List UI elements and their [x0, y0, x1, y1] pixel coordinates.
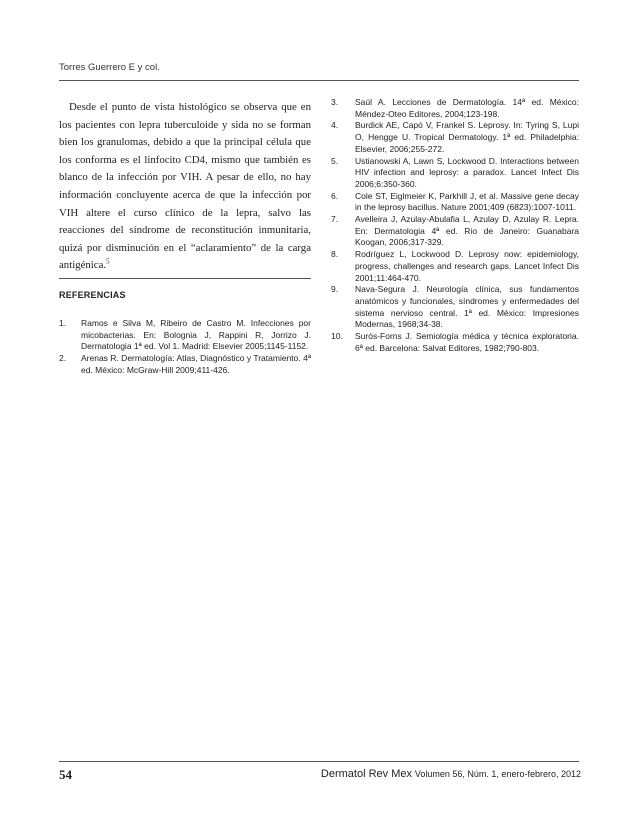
references-rule	[59, 278, 311, 279]
reference-number: 6.	[331, 190, 339, 201]
references-list-right	[331, 97, 579, 354]
reference-number: 7.	[331, 214, 339, 225]
reference-item	[331, 97, 579, 120]
reference-text: Avelleira J, Azulay-Abulafia L, Azulay D, Azulay R. Lepra. En: Dermatologia 4ª ed. Rio de Janeiro: Guanabara Koogan, 2006;317-329.	[355, 214, 579, 248]
reference-text: Ustianowski A, Lawn S, Lockwood D. Interactions between HIV infection and leprosy: a paradox. Lancet Infect Dis 2006;6:350-360.	[355, 155, 579, 189]
journal-issue: Volumen 56, Núm. 1, enero-febrero, 2012	[414, 769, 581, 779]
reference-item	[59, 353, 311, 376]
reference-item	[331, 191, 579, 214]
reference-item	[331, 284, 579, 331]
reference-item	[331, 249, 579, 284]
reference-item	[331, 156, 579, 191]
page-number: 54	[59, 767, 72, 782]
reference-text: Ramos e Silva M, Ribeiro de Castro M. Infecciones por micobacterias. En: Bolognia J, Rappini R, Jorrizo J. Dermatologia 1ª ed. Vol 1. Madrid: Elsevier 2005;1145-1152.	[81, 318, 311, 352]
reference-text: Arenas R. Dermatología: Atlas, Diagnóstico y Tratamiento. 4ª ed. México: McGraw-Hill 2009;411-426.	[81, 353, 311, 375]
running-head: Torres Guerrero E y col.	[59, 62, 160, 73]
reference-item	[331, 214, 579, 249]
reference-item	[331, 331, 579, 354]
header-rule	[59, 80, 579, 81]
reference-text: Rodríguez L, Lockwood D. Leprosy now: epidemiology, progress, challenges and research gaps. Lancet Infect Dis 2001;11:464-470.	[355, 249, 579, 283]
references-list-left	[59, 318, 311, 377]
footnote-ref: 5	[106, 257, 110, 266]
reference-number: 2.	[59, 353, 67, 364]
journal-name: Dermatol Rev Mex	[320, 768, 412, 780]
body-paragraph-block	[59, 99, 311, 275]
reference-number: 4.	[331, 120, 339, 131]
footer-rule	[59, 761, 579, 762]
reference-item	[59, 318, 311, 353]
reference-number: 1.	[59, 318, 67, 328]
body-paragraph-text: Desde el punto de vista histológico se observa que en los pacientes con lepra tuberculoide y sida no se forman bien los granulomas, debido a que la principal célula que los conforma es el linfocito CD4, mismo que también es blanco de la infección por VIH. A pesar de ello, no hay información concluyente acerca de que la infección por VIH altere el curso clínico de la lepra, salvo las reacciones del síndrome de reconstitución inmunitaria, quizá por disminución en el “aclaramiento” de la carga antigénica.	[59, 101, 311, 272]
reference-number: 9.	[331, 284, 339, 295]
reference-text: Nava-Segura J. Neurología clínica, sus fundamentos anatómicos y funcionales, síndromes y enfermedades del sistema nervioso central. 1ª ed. México: Impresiones Modernas, 1968;34-38.	[355, 284, 579, 330]
references-title: REFERENCIAS	[59, 290, 126, 300]
reference-number: 10.	[331, 331, 343, 342]
reference-text: Saúl A. Lecciones de Dermatología. 14ª ed. México: Méndez-Oteo Editores, 2004;123-198.	[355, 97, 579, 119]
reference-number: 5.	[331, 155, 339, 166]
reference-number: 8.	[331, 249, 339, 260]
body-paragraph	[59, 99, 311, 275]
journal-citation	[321, 768, 581, 780]
reference-item	[331, 120, 579, 155]
reference-text: Surós-Forns J. Semiología médica y técnica exploratoria. 6ª ed. Barcelona: Salvat Editores, 1982;790-803.	[355, 331, 579, 353]
reference-text: Cole ST, Eiglmeier K, Parkhill J, et al. Massive gene decay in the leprosy bacillus. Nature 2001;409 (6823):1007-1011.	[355, 190, 579, 213]
reference-number: 3.	[331, 97, 339, 107]
reference-text: Burdick AE, Capó V, Frankel S. Leprosy. In: Tyring S, Lupi O, Hengge U. Tropical Dermatology. 1ª ed. Philadelphia: Elsevier, 2006;255-272.	[355, 120, 579, 154]
